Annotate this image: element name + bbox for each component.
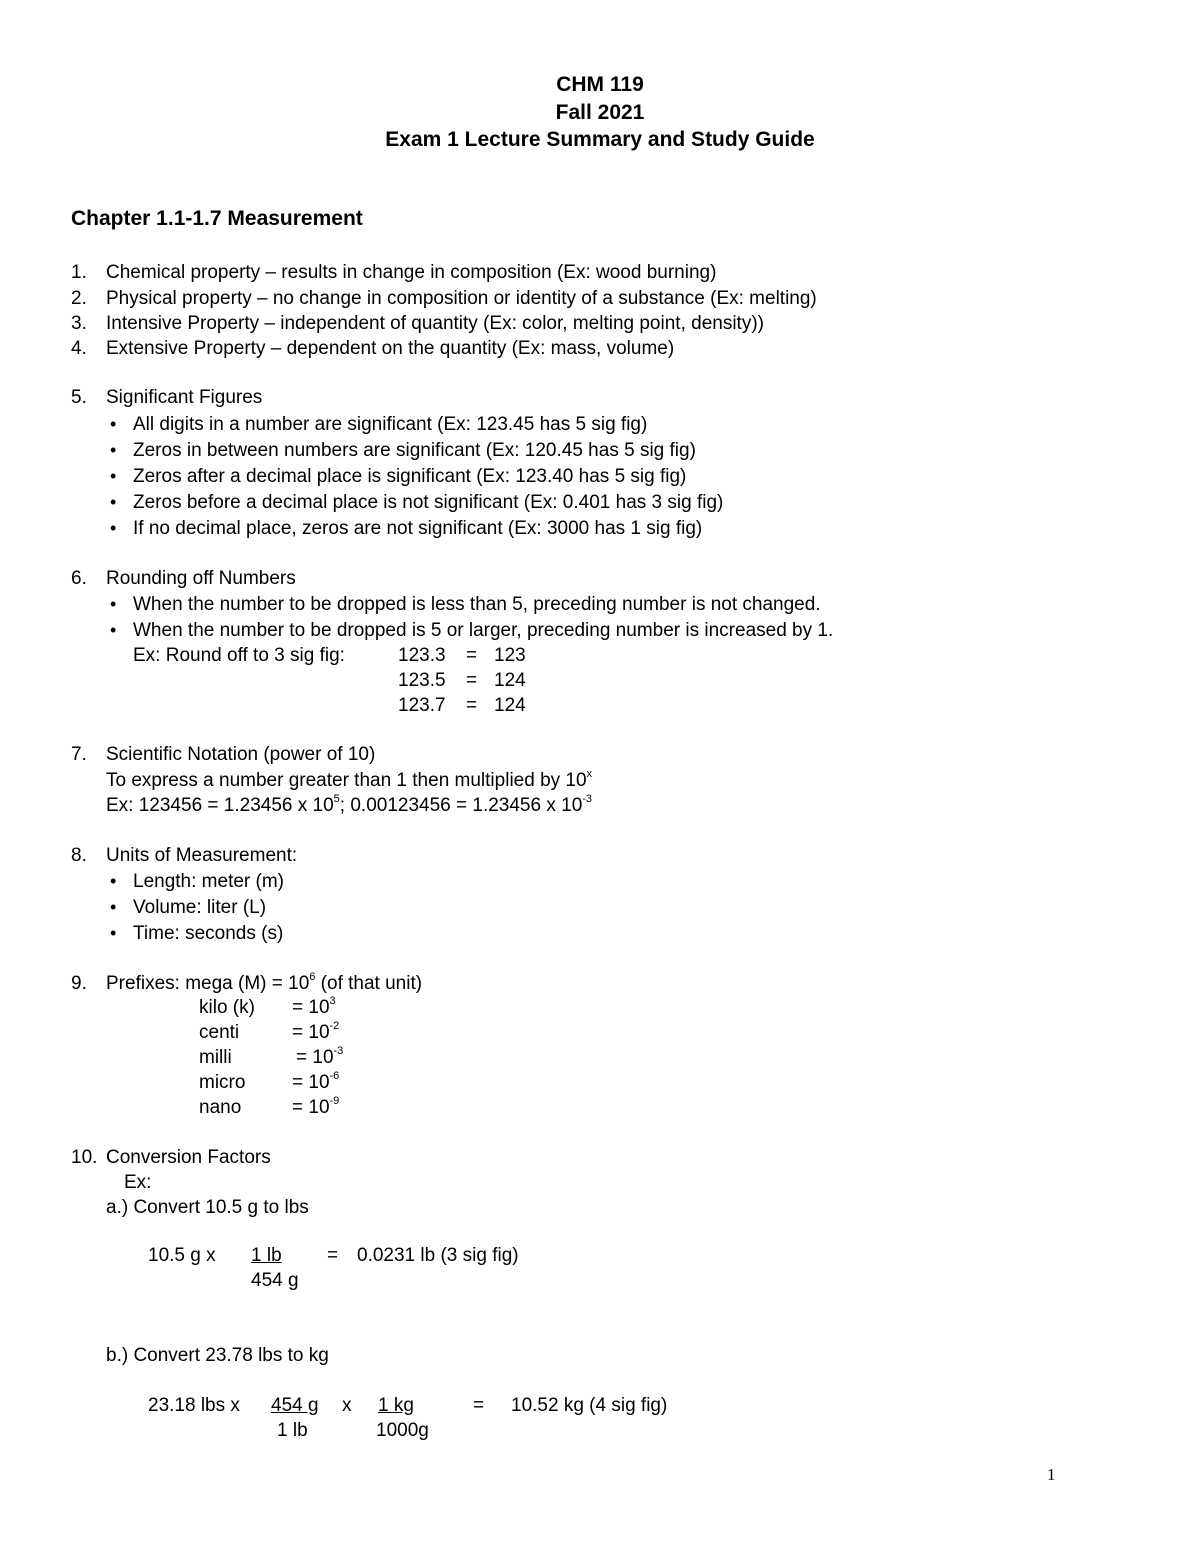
- list-item: • Zeros after a decimal place is significant (Ex: 123.40 has 5 sig fig): [133, 467, 686, 486]
- list-item: • When the number to be dropped is 5 or larger, preceding number is increased by 1.: [133, 621, 833, 640]
- example-a-label: a.) Convert 10.5 g to lbs: [106, 1197, 309, 1218]
- conversion-a-result: 0.0231 lb (3 sig fig): [357, 1245, 519, 1266]
- conversion-a-numerator: 1 lb: [251, 1245, 282, 1266]
- rounding-value: 123.5: [398, 670, 446, 691]
- conversion-a-denominator: 454 g: [251, 1270, 299, 1291]
- item-conversion-factors: Conversion Factors: [106, 1147, 271, 1168]
- item-number: 1.: [71, 262, 87, 283]
- list-item: • Volume: liter (L): [133, 898, 266, 917]
- list-item: • Length: meter (m): [133, 872, 284, 891]
- item-number: 4.: [71, 338, 87, 359]
- prefix-value: = $10^{-2}$: [292, 1019, 340, 1043]
- example-label: Ex:: [124, 1172, 152, 1193]
- item-number: 6.: [71, 568, 87, 589]
- prefix-value: = $10^{-9}$: [292, 1094, 340, 1118]
- rounded-value: 124: [494, 670, 526, 691]
- list-item: • Zeros in between numbers are significant (Ex: 120.45 has 5 sig fig): [133, 441, 696, 460]
- equals-sign: =: [473, 1395, 485, 1416]
- conversion-b-result: 10.52 kg (4 sig fig): [511, 1395, 668, 1416]
- item-intensive-property: Intensive Property – independent of quantity (Ex: color, melting point, density)): [106, 313, 764, 334]
- scientific-notation-definition: To express a number greater than 1 then multiplied by 10$^x$: [106, 767, 593, 791]
- item-scientific-notation: Scientific Notation (power of 10): [106, 744, 376, 765]
- item-number: 3.: [71, 313, 87, 334]
- example-b-label: b.) Convert 23.78 lbs to kg: [106, 1345, 329, 1366]
- term: Fall 2021: [555, 101, 645, 124]
- conversion-b-denominator-1: 1 lb: [277, 1420, 308, 1441]
- conversion-a-start: 10.5 g x: [148, 1245, 216, 1266]
- times-sign: x: [342, 1395, 352, 1416]
- item-number: 8.: [71, 845, 87, 866]
- list-item: • Zeros before a decimal place is not significant (Ex: 0.401 has 3 sig fig): [133, 493, 723, 512]
- equals-sign: =: [466, 695, 478, 716]
- item-chemical-property: Chemical property – results in change in composition (Ex: wood burning): [106, 262, 717, 283]
- course-code: CHM 119: [556, 73, 644, 96]
- list-item: • When the number to be dropped is less than 5, preceding number is not changed.: [133, 595, 821, 614]
- rounding-value: 123.7: [398, 695, 446, 716]
- equals-sign: =: [466, 645, 478, 666]
- prefix-value: = $10^{-6}$: [292, 1069, 340, 1093]
- item-number: 5.: [71, 387, 87, 408]
- prefix-name: centi: [199, 1022, 240, 1043]
- page-number: 1: [1047, 1465, 1056, 1484]
- list-item: • All digits in a number are significant (Ex: 123.45 has 5 sig fig): [133, 415, 647, 434]
- item-number: 10.: [71, 1147, 98, 1168]
- rounded-value: 124: [494, 695, 526, 716]
- prefix-name: nano: [199, 1097, 242, 1118]
- prefix-name: milli: [199, 1047, 232, 1068]
- conversion-b-numerator-2: 1 kg: [378, 1395, 414, 1416]
- conversion-b-start: 23.18 lbs x: [148, 1395, 240, 1416]
- rounding-example-label: Ex: Round off to 3 sig fig:: [133, 645, 345, 666]
- rounded-value: 123: [494, 645, 526, 666]
- item-significant-figures: Significant Figures: [106, 387, 263, 408]
- conversion-b-denominator-2: 1000g: [376, 1420, 429, 1441]
- chapter-heading: Chapter 1.1-1.7 Measurement: [71, 207, 363, 230]
- page-title: Exam 1 Lecture Summary and Study Guide: [385, 128, 815, 151]
- prefix-name: micro: [199, 1072, 246, 1093]
- item-number: 7.: [71, 744, 87, 765]
- item-rounding: Rounding off Numbers: [106, 568, 296, 589]
- prefix-value: = $10^{-3}$: [296, 1044, 344, 1068]
- rounding-value: 123.3: [398, 645, 446, 666]
- prefix-name: kilo (k): [199, 997, 255, 1018]
- item-number: 2.: [71, 288, 87, 309]
- scientific-notation-example: Ex: 123456 = 1.23456 x $10^5$; 0.00123456 = 1.23456 x $10^{-3}$: [106, 792, 593, 816]
- equals-sign: =: [466, 670, 478, 691]
- list-item: • Time: seconds (s): [133, 924, 283, 943]
- item-extensive-property: Extensive Property – dependent on the quantity (Ex: mass, volume): [106, 338, 675, 359]
- item-number: 9.: [71, 973, 87, 994]
- prefix-value: = $10^3$: [292, 994, 336, 1018]
- item-prefixes: Prefixes: mega $(M) = 10^6$ (of that unit): [106, 970, 423, 994]
- item-units-of-measurement: Units of Measurement:: [106, 845, 298, 866]
- list-item: • If no decimal place, zeros are not significant (Ex: 3000 has 1 sig fig): [133, 519, 702, 538]
- conversion-b-numerator-1: 454 g: [271, 1395, 319, 1416]
- equals-sign: =: [327, 1245, 339, 1266]
- item-physical-property: Physical property – no change in composition or identity of a substance (Ex: melting): [106, 288, 817, 309]
